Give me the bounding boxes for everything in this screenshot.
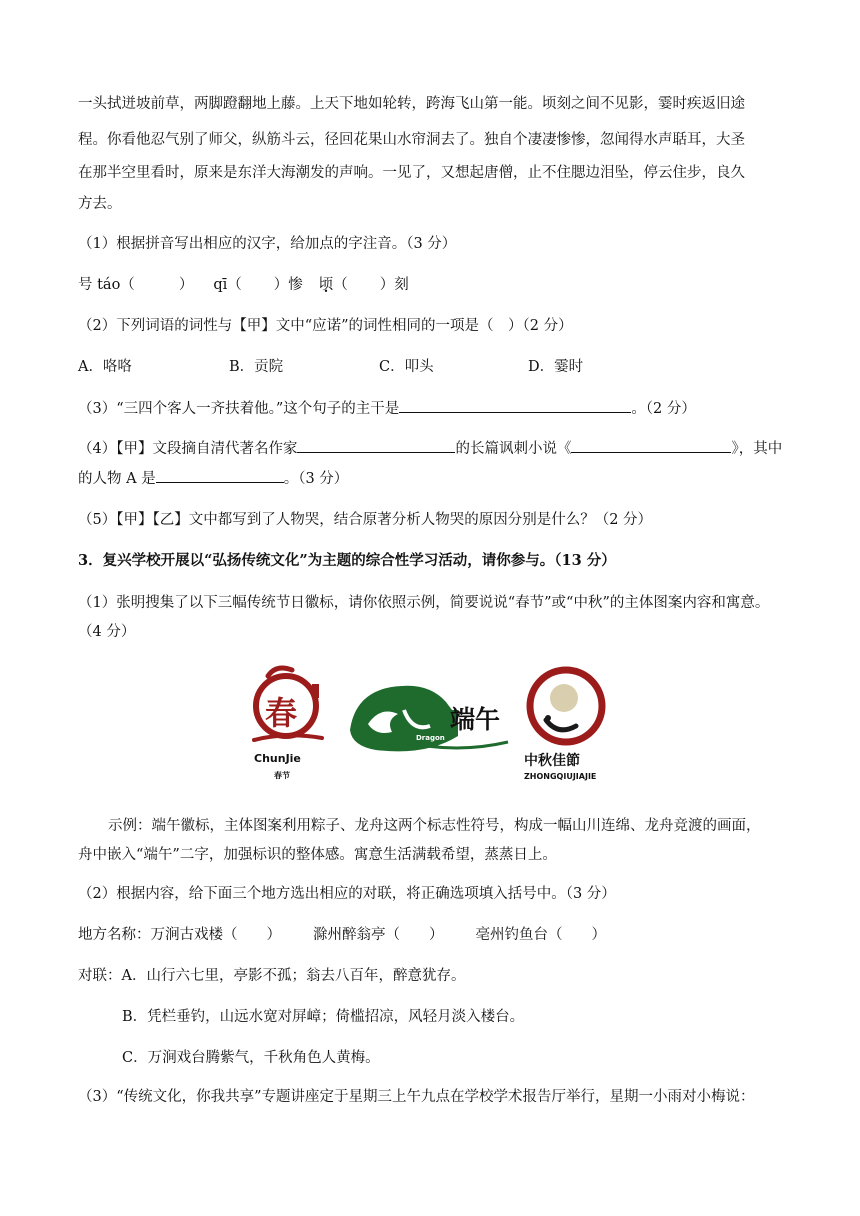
duanwu-logo (346, 680, 512, 760)
festival-logos (246, 662, 616, 790)
sub-question-1-line-1: （1）张明搜集了以下三幅传统节日徽标，请你依照示例，简要说说“春节”或“中秋”的主体图案内容和寓意。 (78, 595, 770, 611)
duanwu-text: 端午 (450, 705, 501, 734)
q1-text-6: （ (333, 277, 348, 293)
couplet-b: B．凭栏垂钓，山远水宽对屏嶂；倚槛招凉，风轻月淡入楼台。 (122, 1009, 525, 1025)
chunjie-pinyin: ChunJie (254, 752, 301, 765)
answer-blank[interactable] (399, 398, 631, 413)
character-blank[interactable] (156, 468, 284, 483)
sub-question-2-prompt: （2）根据内容，给下面三个地方选出相应的对联，将正确选项填入括号中。（3 分） (78, 886, 616, 902)
zhongqiu-emblem (520, 664, 616, 750)
question-4-line-2 (78, 468, 348, 489)
q4-part1: （4）【甲】文段摘自清代著名作家 (78, 441, 298, 457)
dotted-char: 顷 (318, 277, 334, 293)
place-chuzhou: 滁州醉翁亭（ ） (313, 927, 444, 943)
chunjie-logo (246, 662, 330, 786)
place-bozhou: 亳州钓鱼台（ ） (475, 927, 606, 943)
question-1-prompt: （1）根据拼音写出相应的汉字，给加点的字注音。（3 分） (78, 236, 457, 252)
zhongqiu-pinyin: ZHONGQIUJIAJIE (524, 772, 597, 781)
duanwu-english: Dragon (416, 734, 445, 742)
question-3 (78, 398, 696, 419)
q4-part4: 的人物 A 是 (78, 471, 156, 487)
q3-after: 。（2 分） (631, 401, 696, 417)
q1-text-7: ）刻 (379, 277, 409, 293)
option-d: D．霎时 (528, 359, 584, 375)
q1-text-1: 号 táo（ (78, 277, 135, 293)
chunjie-caption: 春节 (274, 771, 290, 780)
q4-part3: 》，其中 (731, 441, 783, 457)
section-3-title: 3．复兴学校开展以“弘扬传统文化”为主题的综合性学习活动，请你参与。（13 分） (78, 552, 616, 569)
q1-text-2: ） (178, 277, 194, 293)
option-c: C．叩头 (379, 359, 434, 375)
example-line-1: 示例：端午徽标，主体图案利用粽子、龙舟这两个标志性符号，构成一幅山川连绵、龙舟竞渡的画面， (108, 818, 761, 834)
passage-line-4: 方去。 (78, 196, 122, 212)
author-blank[interactable] (297, 438, 455, 453)
option-a: A．咯咯 (78, 359, 132, 375)
q1-text-3: qī（ (213, 277, 242, 293)
passage-line-2: 程。你看他忍气别了师父，纵筋斗云，径回花果山水帘洞去了。独自个凄凄惨惨，忽闻得水声聒耳，大圣 (78, 132, 745, 148)
question-4-line-1 (78, 438, 782, 459)
example-line-2: 舟中嵌入“端午”二字，加强标识的整体感。寓意生活满载希望，蒸蒸日上。 (78, 847, 557, 863)
passage-line-1: 一头拭迸坡前草，两脚蹬翻地上藤。上天下地如轮转，跨海飞山第一能。顷刻之间不见影，霎时疾返旧途 (78, 96, 745, 112)
question-1-items (78, 275, 409, 295)
q4-part5: 。（3 分） (283, 471, 349, 487)
place-names-row (78, 925, 606, 945)
q3-before: （3）“三四个客人一齐扶着他。”这个句子的主干是 (78, 401, 400, 417)
sub-question-1-line-2: （4 分） (78, 624, 136, 640)
zhongqiu-logo (520, 664, 616, 788)
zhongqiu-title: 中秋佳節 (524, 753, 580, 769)
q4-part2: 的长篇讽刺小说《 (455, 441, 572, 457)
couplet-a: 对联：A．山行六七里，亭影不孤；翁去八百年，醉意犹存。 (78, 968, 466, 984)
passage-line-3: 在那半空里看时，原来是东洋大海潮发的声响。一见了，又想起唐僧，止不住腮边泪坠，停云住步，良久 (78, 165, 745, 181)
novel-title-blank[interactable] (571, 438, 731, 453)
places-label: 地方名称： (78, 927, 151, 943)
sub-question-3: （3）“传统文化，你我共享”专题讲座定于星期三上午九点在学校学术报告厅举行，星期一小雨对小梅说： (78, 1089, 755, 1105)
q1-text-4: ）惨 (273, 277, 303, 293)
option-b: B．贡院 (229, 359, 284, 375)
question-5-prompt: （5）【甲】【乙】文中都写到了人物哭，结合原著分析人物哭的原因分别是什么？（2 分） (78, 512, 653, 528)
couplet-c: C．万涧戏台腾紫气，千秋角色人黄梅。 (122, 1050, 380, 1066)
question-2-prompt: （2）下列词语的词性与【甲】文中“应诺”的词性相同的一项是（ ）（2 分） (78, 318, 573, 334)
chunjie-character: 春 (265, 694, 298, 732)
place-wanjian: 万涧古戏楼（ ） (150, 927, 281, 943)
